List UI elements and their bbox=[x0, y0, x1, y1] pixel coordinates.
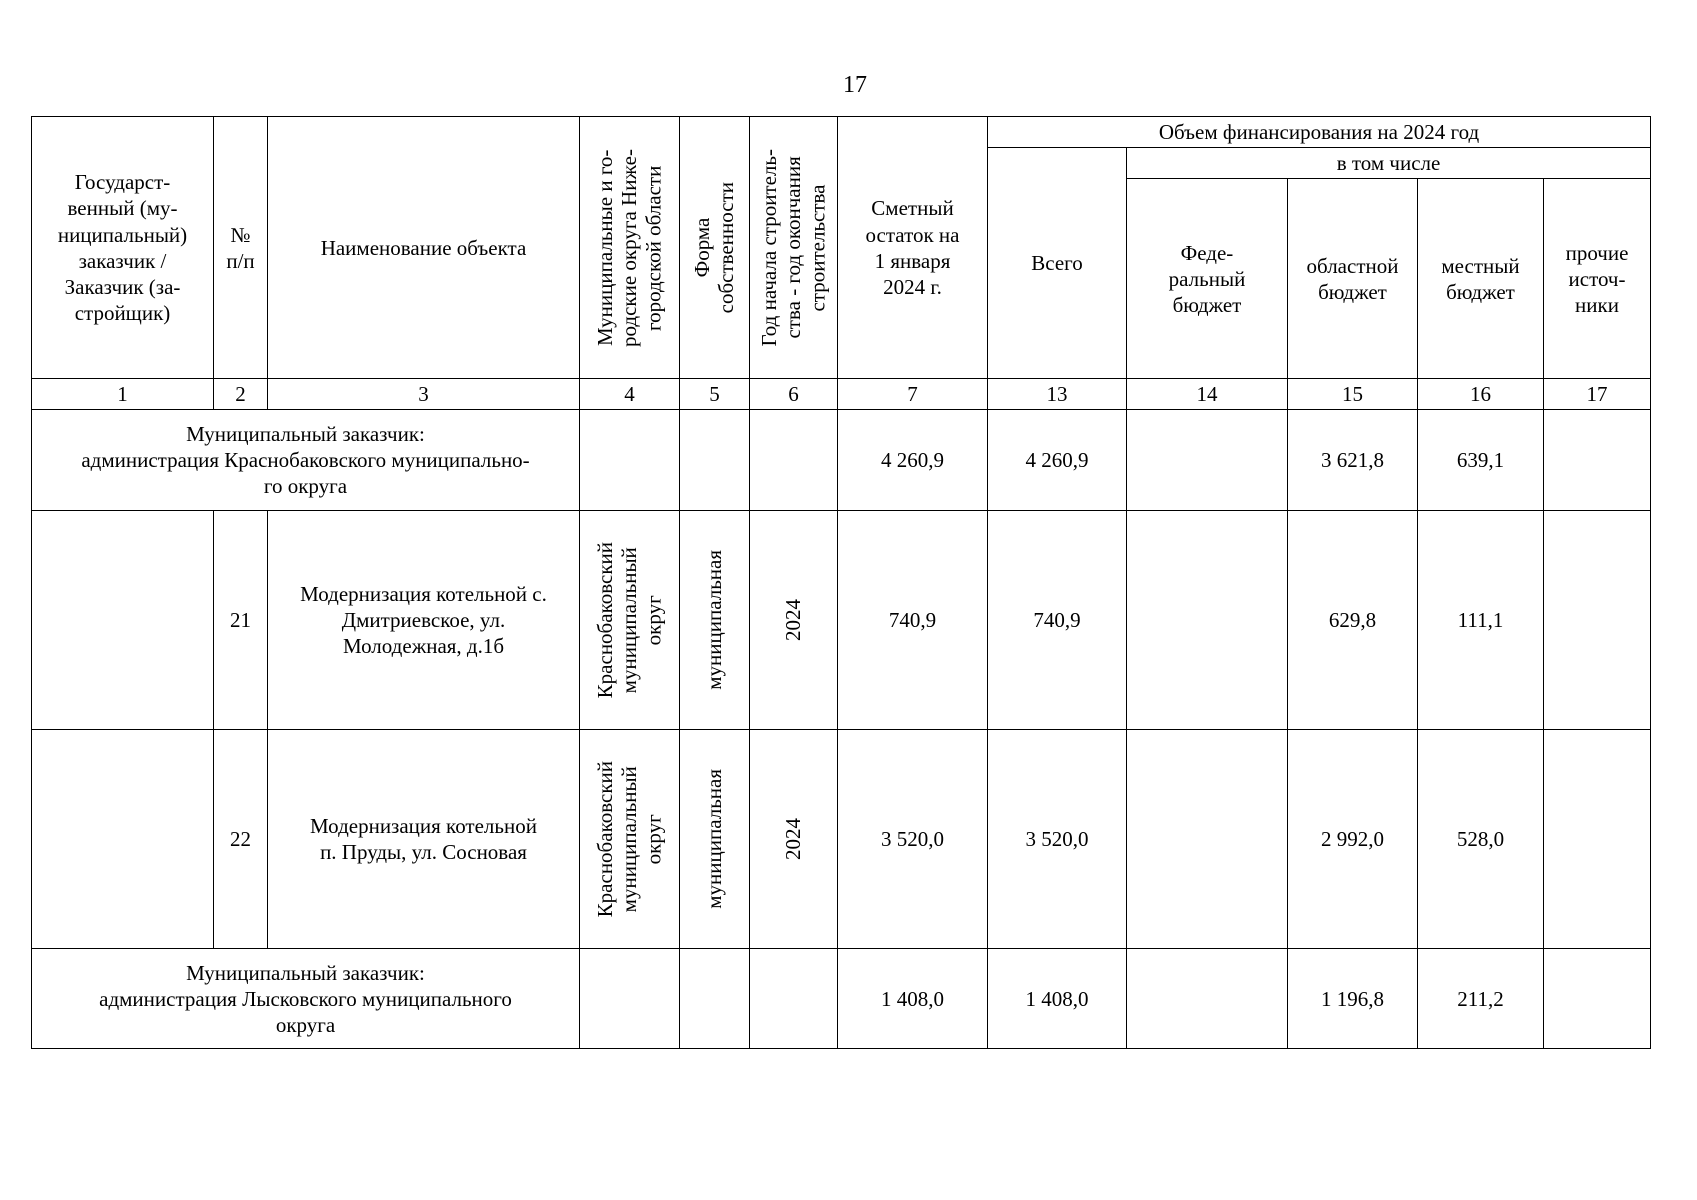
header-ownership bbox=[680, 117, 750, 379]
empty-cell bbox=[680, 410, 750, 511]
local-value: 211,2 bbox=[1418, 949, 1544, 1049]
header-municipality bbox=[580, 117, 680, 379]
object-years-text: 2024 bbox=[781, 818, 806, 861]
object-years-text: 2024 bbox=[781, 599, 806, 642]
balance-value: 3 520,0 bbox=[838, 730, 988, 949]
regional-value: 2 992,0 bbox=[1288, 730, 1418, 949]
header-ownership-text: Форма собственности bbox=[690, 181, 739, 314]
object-num: 22 bbox=[214, 730, 268, 949]
object-row bbox=[32, 730, 1651, 949]
column-number: 5 bbox=[680, 379, 750, 410]
object-ownership-text: муниципальная bbox=[702, 550, 727, 690]
other-value bbox=[1544, 730, 1651, 949]
local-value: 528,0 bbox=[1418, 730, 1544, 949]
header-total: Всего bbox=[988, 148, 1127, 379]
column-number: 4 bbox=[580, 379, 680, 410]
total-value: 4 260,9 bbox=[988, 410, 1127, 511]
customer-row bbox=[32, 410, 1651, 511]
header-municipality-text: Муниципальные и го- родские округа Ниже- городской области bbox=[593, 148, 666, 347]
column-number-row bbox=[32, 379, 1651, 410]
header-regional: областной бюджет bbox=[1288, 179, 1418, 379]
local-value: 639,1 bbox=[1418, 410, 1544, 511]
column-number: 16 bbox=[1418, 379, 1544, 410]
empty-cell bbox=[750, 410, 838, 511]
column-number: 3 bbox=[268, 379, 580, 410]
total-value: 3 520,0 bbox=[988, 730, 1127, 949]
column-number: 2 bbox=[214, 379, 268, 410]
object-years bbox=[750, 730, 838, 949]
customer-name: Муниципальный заказчик: администрация Лысковского муниципального округа bbox=[32, 949, 580, 1049]
object-ownership-text: муниципальная bbox=[702, 769, 727, 909]
column-number: 14 bbox=[1127, 379, 1288, 410]
federal-value bbox=[1127, 511, 1288, 730]
header-years bbox=[750, 117, 838, 379]
total-value: 740,9 bbox=[988, 511, 1127, 730]
object-municipality-text: Краснобаковский муниципальный округ bbox=[593, 760, 666, 918]
other-value bbox=[1544, 949, 1651, 1049]
object-row bbox=[32, 511, 1651, 730]
object-municipality-text: Краснобаковский муниципальный округ bbox=[593, 541, 666, 699]
other-value bbox=[1544, 511, 1651, 730]
object-ownership bbox=[680, 511, 750, 730]
object-name: Модернизация котельной п. Пруды, ул. Сосновая bbox=[268, 730, 580, 949]
column-number: 6 bbox=[750, 379, 838, 410]
column-number: 17 bbox=[1544, 379, 1651, 410]
object-num: 21 bbox=[214, 511, 268, 730]
header-federal: Феде- ральный бюджет bbox=[1127, 179, 1288, 379]
empty-cell bbox=[32, 730, 214, 949]
customer-row bbox=[32, 949, 1651, 1049]
empty-cell bbox=[32, 511, 214, 730]
column-number: 7 bbox=[838, 379, 988, 410]
federal-value bbox=[1127, 730, 1288, 949]
regional-value: 3 621,8 bbox=[1288, 410, 1418, 511]
column-number: 1 bbox=[32, 379, 214, 410]
header-including: в том числе bbox=[1127, 148, 1651, 179]
object-municipality bbox=[580, 730, 680, 949]
federal-value bbox=[1127, 949, 1288, 1049]
other-value bbox=[1544, 410, 1651, 511]
object-name: Модернизация котельной с. Дмитриевское, ул. Молодежная, д.1б bbox=[268, 511, 580, 730]
header-num: № п/п bbox=[214, 117, 268, 379]
empty-cell bbox=[750, 949, 838, 1049]
object-years bbox=[750, 511, 838, 730]
total-value: 1 408,0 bbox=[988, 949, 1127, 1049]
header-customer: Государст- венный (му- ниципальный) заказчик / Заказчик (за- стройщик) bbox=[32, 117, 214, 379]
object-municipality bbox=[580, 511, 680, 730]
regional-value: 1 196,8 bbox=[1288, 949, 1418, 1049]
empty-cell bbox=[580, 410, 680, 511]
balance-value: 740,9 bbox=[838, 511, 988, 730]
regional-value: 629,8 bbox=[1288, 511, 1418, 730]
header-years-text: Год начала строитель- ства - год окончания строительства bbox=[757, 148, 830, 347]
federal-value bbox=[1127, 410, 1288, 511]
column-number: 15 bbox=[1288, 379, 1418, 410]
header-local: местный бюджет bbox=[1418, 179, 1544, 379]
header-other: прочие источ- ники bbox=[1544, 179, 1651, 379]
empty-cell bbox=[580, 949, 680, 1049]
header-funding-group: Объем финансирования на 2024 год bbox=[988, 117, 1651, 148]
local-value: 111,1 bbox=[1418, 511, 1544, 730]
header-object-name: Наименование объекта bbox=[268, 117, 580, 379]
object-ownership bbox=[680, 730, 750, 949]
balance-value: 1 408,0 bbox=[838, 949, 988, 1049]
customer-name: Муниципальный заказчик: администрация Краснобаковского муниципально- го округа bbox=[32, 410, 580, 511]
balance-value: 4 260,9 bbox=[838, 410, 988, 511]
empty-cell bbox=[680, 949, 750, 1049]
column-number: 13 bbox=[988, 379, 1127, 410]
header-balance: Сметный остаток на 1 января 2024 г. bbox=[838, 117, 988, 379]
page-number: 17 bbox=[843, 72, 867, 98]
funding-table bbox=[31, 116, 1651, 1049]
